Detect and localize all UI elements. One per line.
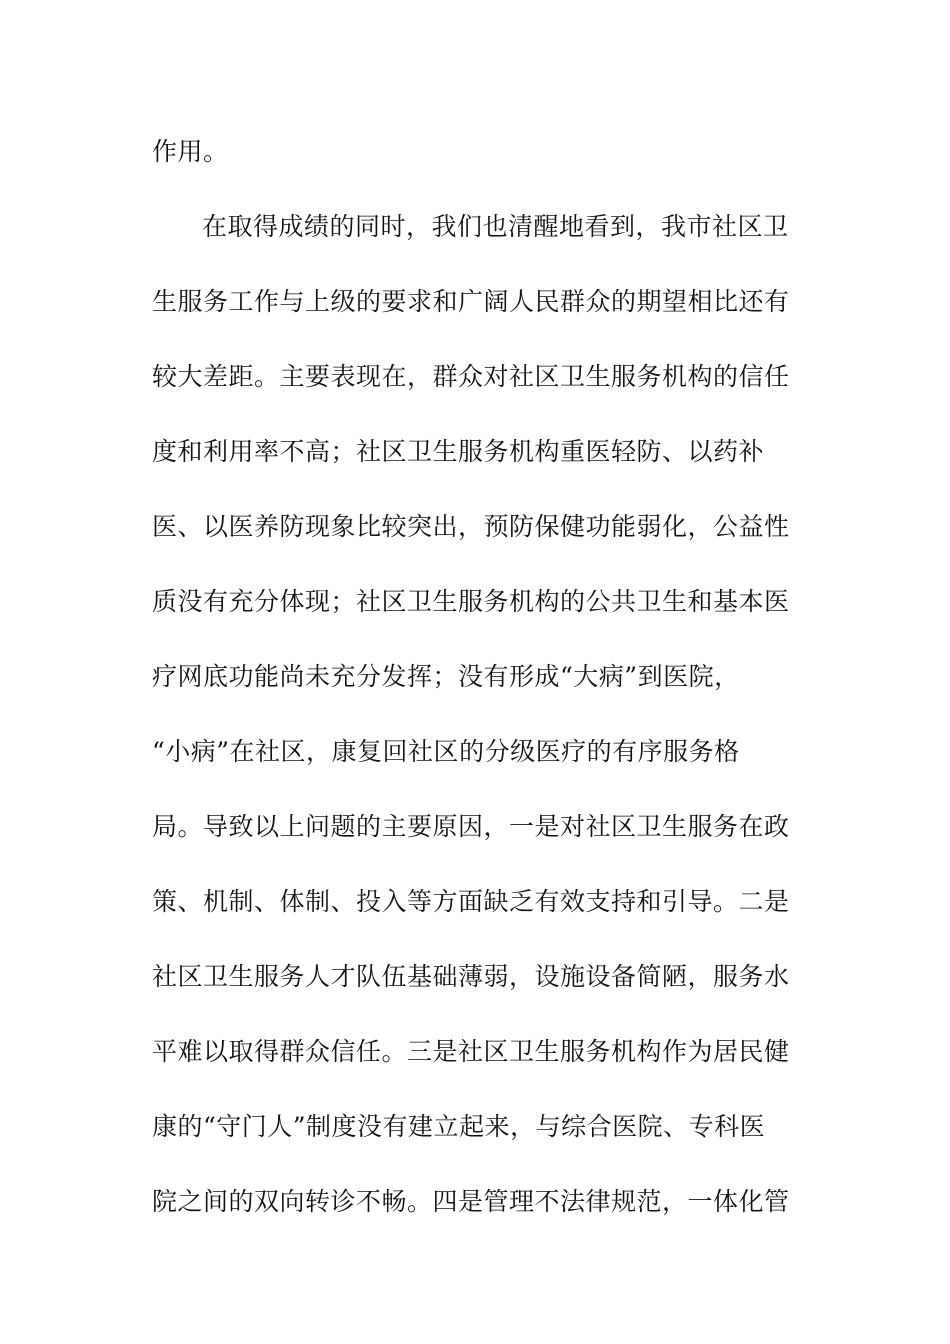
text-line: 疗网底功能尚未充分发挥；没有形成“大病”到医院， xyxy=(152,662,740,691)
text-line: 作用。 xyxy=(152,137,229,166)
text-line: 医、以医养防现象比较突出，预防保健功能弱化，公益性 xyxy=(152,512,790,541)
text-line: 平难以取得群众信任。三是社区卫生服务机构作为居民健 xyxy=(152,1037,790,1066)
paragraph-first-line: 在取得成绩的同时，我们也清醒地看到，我市社区卫 xyxy=(202,212,789,241)
text-line: 度和利用率不高；社区卫生服务机构重医轻防、以药补 xyxy=(152,437,765,466)
text-line: 局。导致以上问题的主要原因，一是对社区卫生服务在政 xyxy=(152,812,790,841)
text-line: 策、机制、体制、投入等方面缺乏有效支持和引导。二是 xyxy=(152,887,790,916)
text-line: “小病”在社区，康复回社区的分级医疗的有序服务格 xyxy=(152,737,740,766)
text-line: 生服务工作与上级的要求和广阔人民群众的期望相比还有 xyxy=(152,287,790,316)
text-line: 院之间的双向转诊不畅。四是管理不法律规范，一体化管 xyxy=(152,1187,790,1216)
text-line: 康的“守门人”制度没有建立起来，与综合医院、专科医 xyxy=(152,1112,766,1141)
text-line: 社区卫生服务人才队伍基础薄弱，设施设备简陋，服务水 xyxy=(152,962,790,991)
text-line: 较大差距。主要表现在，群众对社区卫生服务机构的信任 xyxy=(152,362,790,391)
text-line: 质没有充分体现；社区卫生服务机构的公共卫生和基本医 xyxy=(152,587,790,616)
